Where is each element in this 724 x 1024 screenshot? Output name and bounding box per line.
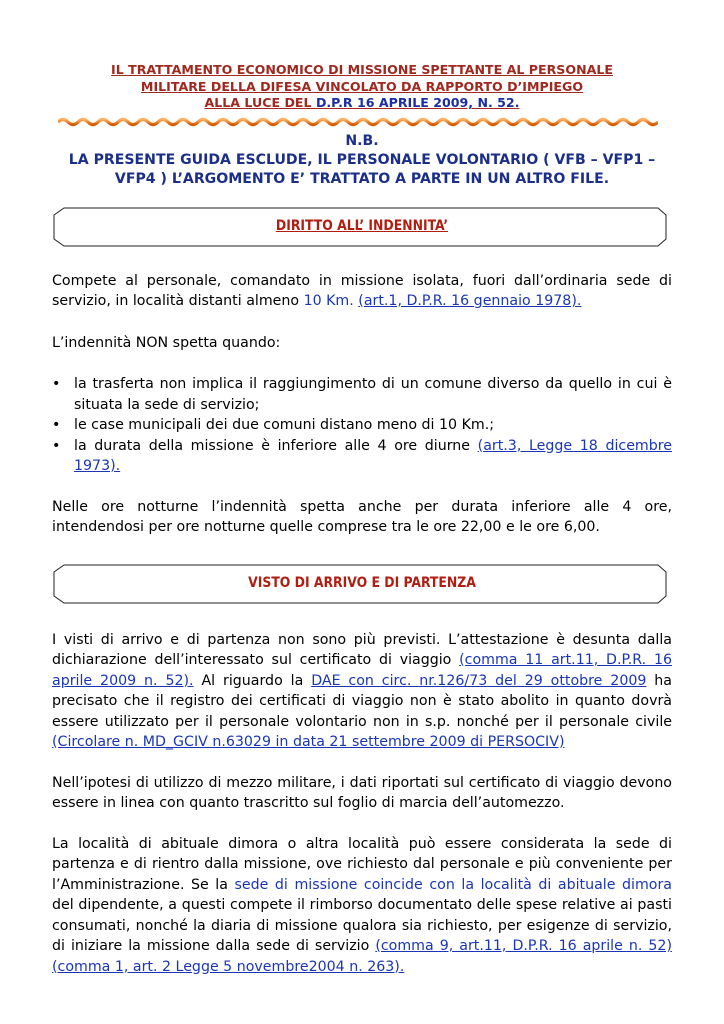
distance-10km: 10 Km.	[303, 293, 354, 309]
paragraph-ore-notturne: Nelle ore notturne l’indennità spetta anche per durata inferiore alle 4 ore, intendendosi per ore notturne quelle comprese tra le ore 22,00 e le ore 6,00.	[52, 498, 672, 535]
paragraph-non-spetta: L’indennità NON spetta quando:	[52, 334, 281, 351]
reference-link-persociv[interactable]: (Circolare n. MD_GCIV n.63029 in data 21 settembre 2009 di PERSOCIV)	[52, 734, 565, 750]
list-item-text: le case municipali dei due comuni distano meno di 10 Km.;	[74, 417, 494, 433]
paragraph-visti	[52, 630, 672, 753]
list-item-text: la durata della missione è inferiore alle 4 ore diurne	[74, 437, 478, 454]
paragraph-mezzo-militare: Nell’ipotesi di utilizzo di mezzo militare, i dati riportati sul certificato di viaggio devono essere in linea con quanto trascritto sul foglio di marcia dell’automezzo.	[52, 774, 672, 811]
reference-link-dpr-1978[interactable]: (art.1, D.P.R. 16 gennaio 1978).	[358, 293, 582, 309]
nb-text: LA PRESENTE GUIDA ESCLUDE, IL PERSONALE VOLONTARIO ( VFB – VFP1 – VFP4 ) L’ARGOMENTO E’ TRATTATO A PARTE IN UN ALTRO FILE.	[68, 151, 656, 187]
document-title	[52, 62, 672, 112]
bullet-icon: •	[52, 417, 61, 433]
list-item	[52, 415, 672, 436]
title-line-3-prefix: ALLA LUCE DEL	[204, 95, 316, 110]
section-title-diritto: DIRITTO ALL’ INDENNITA’	[275, 217, 449, 234]
highlight-sede-missione: sede di missione coincide con la località di abituale dimora	[234, 876, 672, 893]
section-header-visto	[52, 564, 672, 604]
reference-link-dpr-comma9[interactable]: (comma 9, art.11, D.P.R. 16 aprile n. 52)	[375, 938, 672, 954]
bullet-icon: •	[52, 437, 61, 454]
title-line-2: MILITARE DELLA DIFESA VINCOLATO DA RAPPORTO D’IMPIEGO	[140, 78, 584, 94]
paragraph-dimora-text-a: La località di abituale dimora o altra località può essere considerata la sede di partenza e di rientro dalla missione, ove richiesto dal personale e più conveniente per l’Amministrazione. Se la	[52, 835, 672, 893]
paragraph-abituale-dimora	[52, 834, 672, 978]
reference-link-legge-2004[interactable]: (comma 1, art. 2 Legge 5 novembre2004 n. 263).	[52, 958, 405, 975]
reference-link-legge-1973[interactable]: (art.3, Legge 18 dicembre 1973).	[74, 437, 673, 474]
list-item-text: la trasferta non implica il raggiungimento di un comune diverso da quello in cui è situata la sede di servizio;	[74, 376, 672, 413]
section-header-diritto	[52, 207, 672, 247]
bullet-icon: •	[52, 376, 61, 392]
title-line-3	[52, 95, 672, 112]
decorative-wave-divider	[58, 116, 658, 128]
paragraph-compete-text: Compete al personale, comandato in missione isolata, fuori dall’ordinaria sede di servizio, in località distanti almeno	[52, 272, 672, 309]
paragraph-visti-text-a: I visti di arrivo e di partenza non sono più previsti. L’attestazione è desunta dalla dichiarazione dell’interessato sul certificato di viaggio	[52, 631, 672, 668]
title-line-1: IL TRATTAMENTO ECONOMICO DI MISSIONE SPETTANTE AL PERSONALE	[111, 62, 613, 77]
section-title-visto: VISTO DI ARRIVO E DI PARTENZA	[248, 574, 476, 591]
list-item	[52, 436, 672, 477]
title-dpr-reference: D.P.R 16 APRILE 2009, N. 52.	[315, 95, 520, 110]
paragraph-compete	[52, 271, 672, 312]
reference-link-dae-circ[interactable]: DAE con circ. nr.126/73 del 29 ottobre 2009	[311, 672, 647, 689]
conditions-list	[52, 374, 672, 477]
document-page	[52, 62, 672, 977]
reference-link-dpr-2009-comma11[interactable]: (comma 11 art.11, D.P.R. 16 aprile 2009 n. 52).	[52, 652, 672, 689]
list-item	[52, 374, 672, 415]
nb-label: N.B.	[345, 132, 379, 149]
paragraph-visti-text-b: Al riguardo la	[193, 672, 312, 689]
paragraph-dimora-text-b: del dipendente, a questi compete il rimborso documentato delle spese relative ai pasti consumati, nonché la diaria di missione qualora sia richiesto, per esigenze di servizio, di iniziare la missione dalla sede di servizio	[52, 897, 672, 954]
paragraph-visti-text-c: ha precisato che il registro dei certificati di viaggio non è stato abolito in quanto dovrà essere utilizzato per il personale volontario non in s.p. nonché per il personale civile	[52, 672, 672, 730]
nb-note	[52, 132, 672, 189]
